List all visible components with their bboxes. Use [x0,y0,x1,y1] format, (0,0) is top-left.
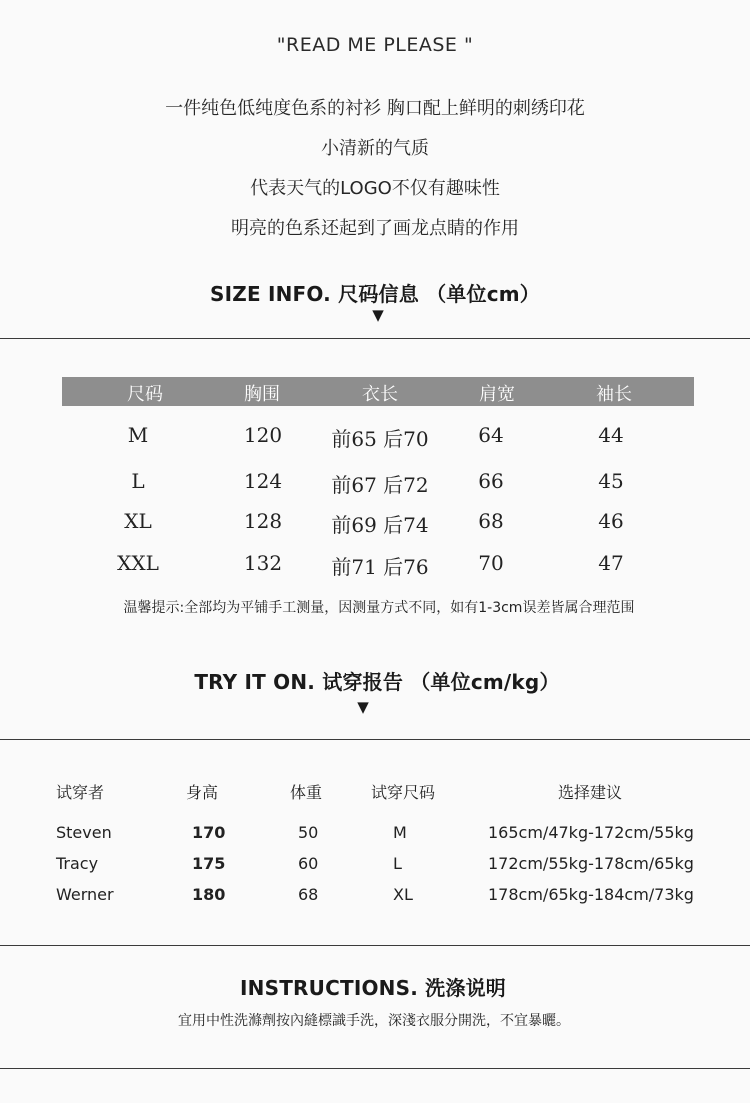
size-header-length: 衣长 [362,384,398,405]
shoulder-cell: 64 [478,423,504,447]
divider [0,945,750,946]
length-cell: 前69 后74 [331,513,429,537]
chest-cell: 120 [243,423,283,447]
try-header-size: 试穿尺码 [371,783,436,802]
size-header-size: 尺码 [127,384,163,405]
size-table-row [0,423,750,453]
tester-name: Werner [56,885,114,904]
size-table-row [0,551,750,581]
shoulder-cell: 68 [478,509,504,533]
chest-cell: 124 [243,469,283,493]
tester-weight: 50 [298,823,319,842]
try-header-suggestion: 选择建议 [558,783,623,802]
try-table-row [0,885,750,909]
size-table-row [0,469,750,499]
readme-heading: "READ ME PLEASE " [276,34,474,56]
tester-weight: 68 [298,885,319,904]
size-table-header [62,377,694,406]
shoulder-cell: 66 [478,469,504,493]
size-cell: M [127,423,149,447]
sleeve-cell: 45 [598,469,624,493]
size-cell: XL [124,509,152,533]
tester-height: 180 [192,885,226,904]
measurement-note: 温馨提示:全部均为平铺手工测量，因测量方式不同，如有1-3cm误差皆属合理范围 [123,600,635,616]
tester-size: M [393,823,407,842]
tester-name: Tracy [56,854,99,873]
length-cell: 前71 后76 [331,555,429,579]
tester-weight: 60 [298,854,319,873]
size-table-row [0,509,750,539]
length-cell: 前65 后70 [331,427,429,451]
divider [0,1068,750,1069]
divider [0,739,750,740]
tester-suggestion: 178cm/65kg-184cm/73kg [488,885,694,904]
size-header-chest: 胸围 [244,384,280,405]
chest-cell: 132 [243,551,283,575]
intro-line-1: 一件纯色低纯度色系的衬衫 胸口配上鲜明的刺绣印花 [165,98,585,119]
shoulder-cell: 70 [478,551,504,575]
size-header-sleeve: 袖长 [596,384,632,405]
size-header-shoulder: 肩宽 [479,384,515,405]
tester-height: 175 [192,854,226,873]
intro-line-4: 明亮的色系还起到了画龙点睛的作用 [231,218,519,239]
try-header-tester: 试穿者 [56,783,105,802]
intro-line-3: 代表天气的LOGO不仅有趣味性 [250,178,500,199]
tester-size: XL [393,885,413,904]
size-info-title: SIZE INFO. 尺码信息 （单位cm） [210,282,540,306]
try-table-row [0,854,750,878]
tester-suggestion: 165cm/47kg-172cm/55kg [488,823,694,842]
divider [0,338,750,339]
instructions-title: INSTRUCTIONS. 洗涤说明 [240,976,506,1000]
try-it-on-title: TRY IT ON. 试穿报告 （单位cm/kg） [194,670,560,694]
tester-height: 170 [192,823,226,842]
try-down-arrow-icon: ▼ [357,698,369,716]
try-header-height: 身高 [186,783,219,802]
size-cell: XXL [117,551,159,575]
tester-name: Steven [56,823,112,842]
sleeve-cell: 44 [598,423,624,447]
sleeve-cell: 46 [598,509,624,533]
sleeve-cell: 47 [598,551,624,575]
tester-suggestion: 172cm/55kg-178cm/65kg [488,854,694,873]
try-header-weight: 体重 [290,783,323,802]
wash-instructions: 宜用中性洗滌劑按內縫標識手洗，深淺衣服分開洗，不宜暴曬。 [178,1013,570,1029]
tester-size: L [393,854,402,873]
try-table-row [0,823,750,847]
size-cell: L [131,469,145,493]
length-cell: 前67 后72 [331,473,429,497]
size-down-arrow-icon: ▼ [372,306,384,324]
chest-cell: 128 [243,509,283,533]
intro-line-2: 小清新的气质 [321,138,429,159]
